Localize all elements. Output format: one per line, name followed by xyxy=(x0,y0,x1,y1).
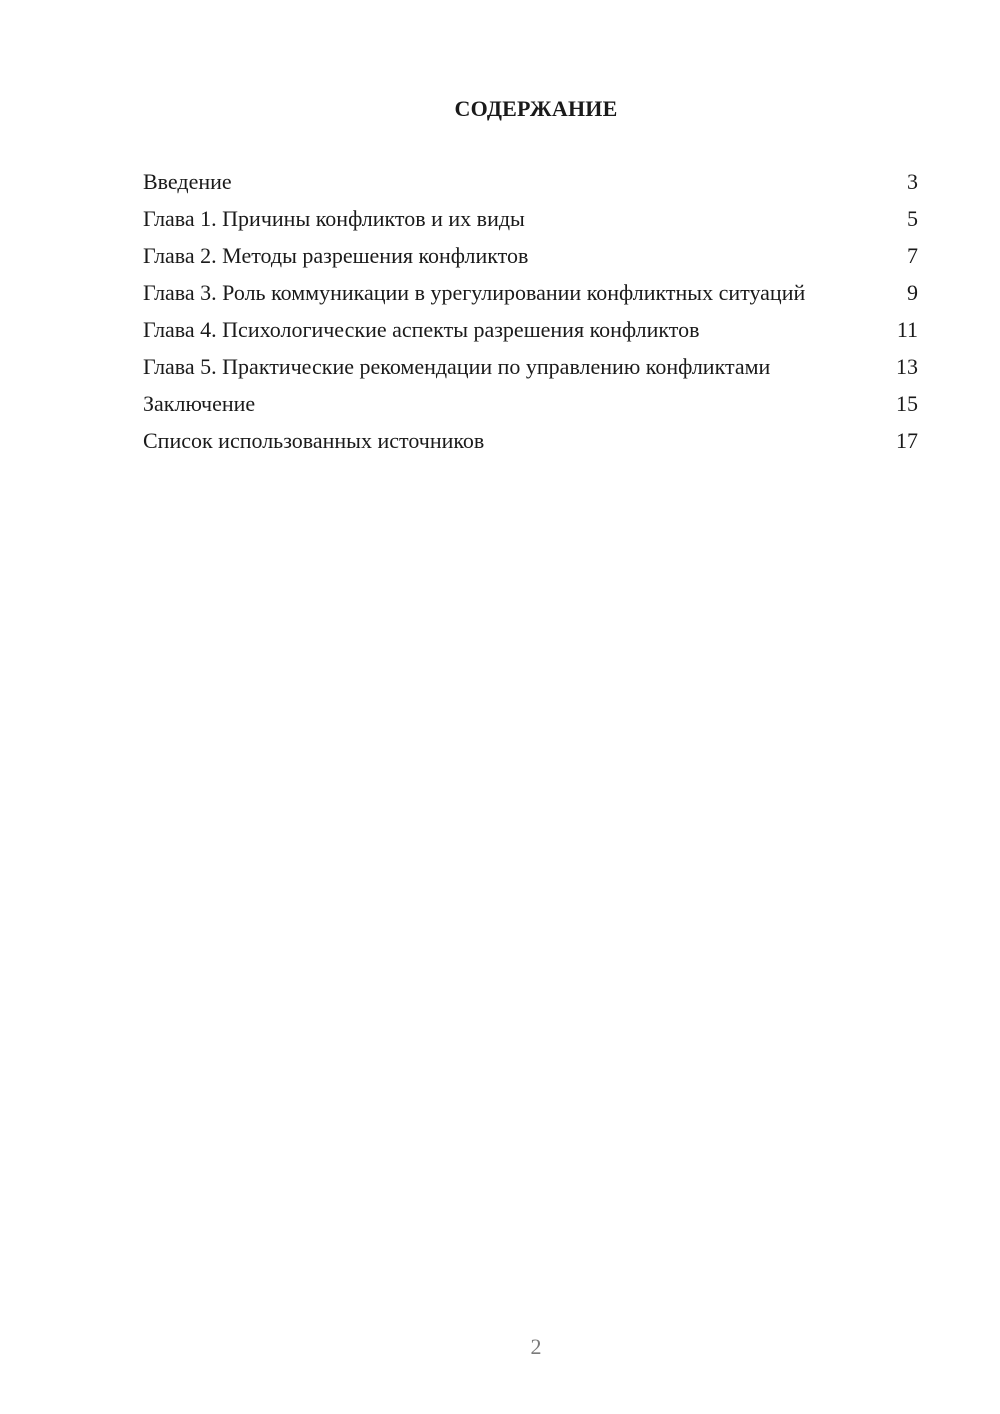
toc-row-chapter-2 xyxy=(143,243,918,269)
toc-row-references xyxy=(143,428,918,454)
toc-entry-page: 5 xyxy=(907,206,918,231)
toc-entry-text: Глава 4. Психологические аспекты разрешения конфликтов xyxy=(143,317,700,342)
page-number: 2 xyxy=(530,1334,542,1359)
toc-entry-page: 13 xyxy=(896,354,918,379)
toc-row-chapter-3 xyxy=(143,280,918,306)
toc-entry-page: 9 xyxy=(907,280,918,305)
toc-entry-text: Глава 3. Роль коммуникации в урегулировании конфликтных ситуаций xyxy=(143,280,806,305)
toc-row-chapter-1 xyxy=(143,206,918,232)
toc-entry-page: 11 xyxy=(896,317,918,342)
toc-entry-text: Список использованных источников xyxy=(143,428,485,453)
toc-entry-page: 17 xyxy=(896,428,918,453)
toc-entry-page: 7 xyxy=(907,243,918,268)
toc-row-chapter-5 xyxy=(143,354,918,380)
toc-entry-text: Глава 2. Методы разрешения конфликтов xyxy=(143,243,529,268)
toc-entry-text: Заключение xyxy=(143,391,256,416)
toc-row-chapter-4 xyxy=(143,317,918,343)
toc-entry-text: Введение xyxy=(143,169,232,194)
table-of-contents xyxy=(143,169,918,465)
toc-row-conclusion xyxy=(143,391,918,417)
toc-entry-page: 3 xyxy=(907,169,918,194)
page-title: СОДЕРЖАНИЕ xyxy=(454,96,618,121)
toc-row-introduction xyxy=(143,169,918,195)
toc-entry-text: Глава 5. Практические рекомендации по управлению конфликтами xyxy=(143,354,771,379)
toc-entry-page: 15 xyxy=(896,391,918,416)
toc-entry-text: Глава 1. Причины конфликтов и их виды xyxy=(143,206,525,231)
